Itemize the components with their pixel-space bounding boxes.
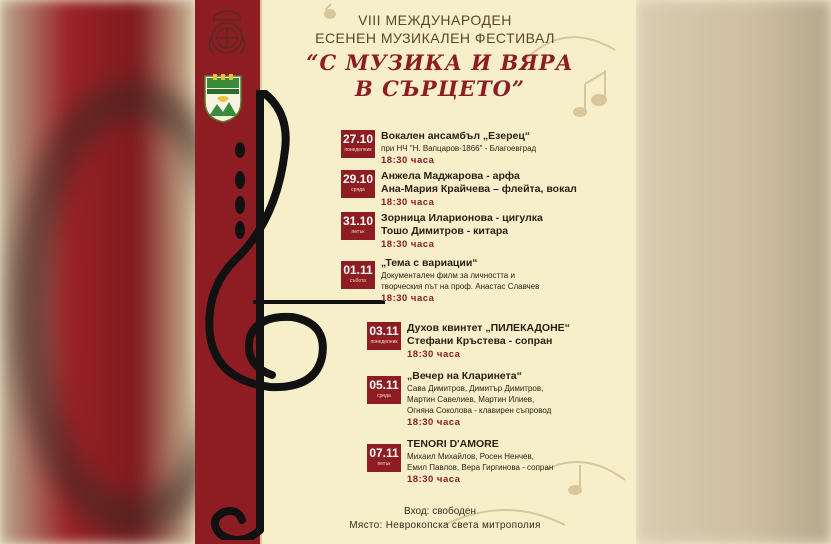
- event-date-badge: 03.11 понеделник: [367, 322, 401, 350]
- event-detail: Емил Павлов, Вера Гиргинова - сопран: [407, 463, 554, 472]
- event-date-badge: 05.11 сряда: [367, 376, 401, 404]
- event-date-badge: 31.10 петък: [341, 212, 375, 240]
- festival-title-line1: “С МУЗИКА И ВЯРА: [306, 50, 574, 75]
- event-title: Анжела Маджарова - арфа: [381, 170, 520, 182]
- entry-info: Вход: свободен: [404, 506, 476, 517]
- event-detail: Стефани Кръстева - сопран: [407, 335, 553, 347]
- blurred-background-left: [0, 0, 195, 544]
- event-title: Зорница Иларионова - цигулка: [381, 212, 543, 224]
- event-title: „Вечер на Кларинета“: [407, 370, 522, 382]
- event-date-badge: 01.11 събота: [341, 261, 375, 289]
- event-detail: Мартин Савелиев, Мартин Илиев,: [407, 395, 535, 404]
- event-time: 18:30 часа: [407, 349, 461, 360]
- event-title: Вокален ансамбъл „Езерец“: [381, 130, 531, 142]
- event-detail: Документален филм за личността и: [381, 271, 515, 280]
- event-detail: Ана-Мария Крайчева – флейта, вокал: [381, 183, 577, 195]
- event-time: 18:30 часа: [381, 197, 435, 208]
- event-time: 18:30 часа: [407, 474, 461, 485]
- event-time: 18:30 часа: [381, 155, 435, 166]
- event-detail: при НЧ "Н. Вапцаров-1866" - Благоевград: [381, 144, 537, 153]
- event-date-badge: 27.10 понеделник: [341, 130, 375, 158]
- event-title: Духов квинтет „ПИЛЕКАДОНЕ“: [407, 322, 570, 334]
- event-detail: творческия път на проф. Анастас Славчев: [381, 282, 540, 291]
- event-date-badge: 29.10 сряда: [341, 170, 375, 198]
- event-date-badge: 07.11 петък: [367, 444, 401, 472]
- event-time: 18:30 часа: [381, 293, 435, 304]
- festival-name: ЕСЕНЕН МУЗИКАЛЕН ФЕСТИВАЛ: [315, 30, 555, 46]
- event-detail: Сава Димитров, Димитър Димитров,: [407, 384, 544, 393]
- festival-edition: VIII МЕЖДУНАРОДЕН: [358, 12, 512, 28]
- event-time: 18:30 часа: [381, 239, 435, 250]
- event-title: „Тема с вариации“: [381, 257, 478, 269]
- event-detail: Огняна Соколова - клавирен съпровод: [407, 406, 552, 415]
- church-crest-icon: [204, 6, 250, 58]
- event-title: TENORI D'AMORE: [407, 438, 499, 450]
- event-detail: Михаил Михайлов, Росен Ненчев,: [407, 452, 534, 461]
- blurred-background-right: [636, 0, 831, 544]
- venue-info: Място: Неврокопска света митрополия: [349, 520, 541, 531]
- festival-poster: [195, 0, 636, 544]
- event-detail: Тошо Димитров - китара: [381, 225, 509, 237]
- festival-title-line2: В СЪРЦЕТО”: [355, 76, 525, 101]
- event-time: 18:30 часа: [407, 417, 461, 428]
